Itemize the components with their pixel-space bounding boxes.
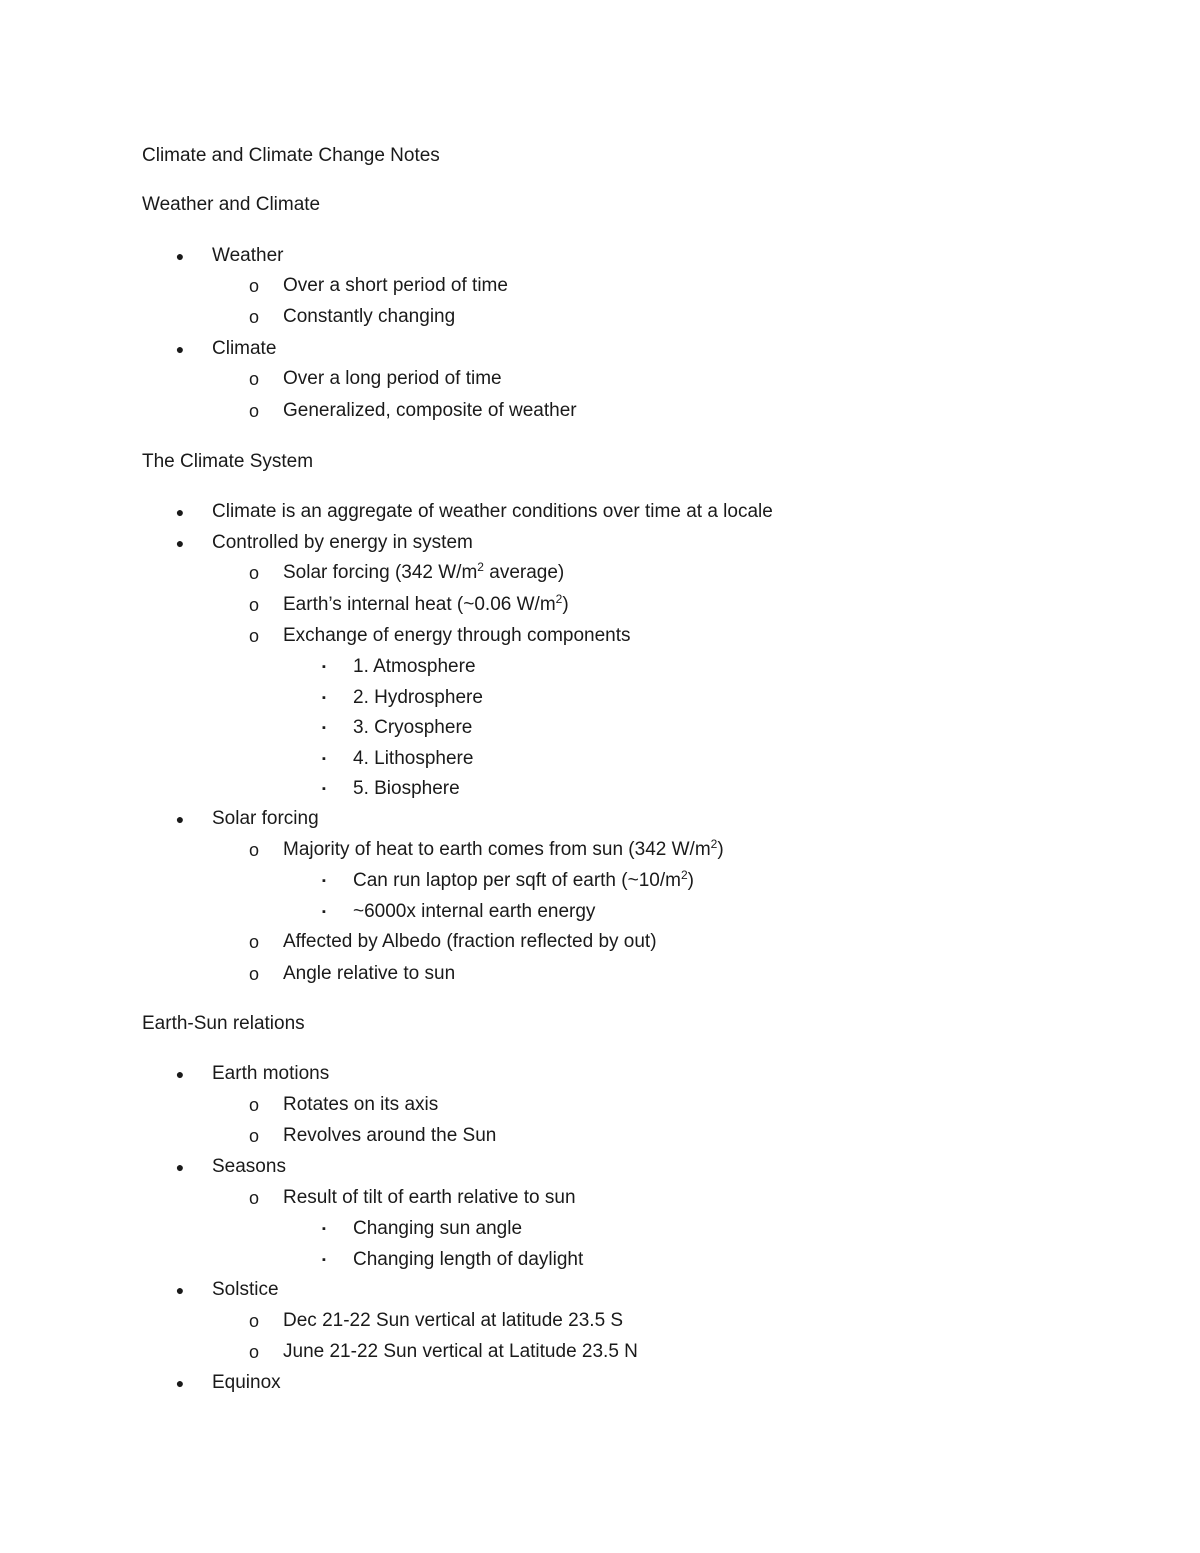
list-item: June 21-22 Sun vertical at Latitude 23.5 N <box>283 1341 638 1362</box>
bullet-level3: ▪ <box>322 906 326 918</box>
list-item: Equinox <box>212 1372 281 1393</box>
bullet-level1: ● <box>175 1066 185 1082</box>
bullet-level3: ▪ <box>322 1254 326 1266</box>
list-item: Exchange of energy through components <box>283 625 631 646</box>
bullet-level3: ▪ <box>322 875 326 887</box>
list-item: 1. Atmosphere <box>353 656 476 677</box>
bullet-level2: o <box>248 563 259 583</box>
list-item: Solar forcing (342 $W/m^2$ average) <box>283 560 565 583</box>
list-item: Earth’s internal heat (~0.06 $W/m^2$) <box>283 592 569 615</box>
bullet-level1: ● <box>175 535 185 551</box>
bullet-level3: ▪ <box>322 753 326 765</box>
list-item: 5. Biosphere <box>353 778 460 799</box>
list-item: Majority of heat to earth comes from sun (342 $W/m^2$) <box>283 837 724 860</box>
bullet-level3: ▪ <box>322 692 326 704</box>
list-item: Constantly changing <box>283 306 456 327</box>
list-item: Climate is an aggregate of weather conditions over time at a locale <box>212 501 773 522</box>
bullet-level1: ● <box>175 1159 185 1175</box>
list-item: Angle relative to sun <box>283 963 456 984</box>
list-item: Solar forcing <box>212 808 319 829</box>
list-item: Over a long period of time <box>283 368 502 389</box>
bullet-level2: o <box>248 1126 259 1146</box>
list-item: Rotates on its axis <box>283 1094 439 1115</box>
list-item: Seasons <box>212 1156 286 1177</box>
bullet-level3: ▪ <box>322 1223 326 1235</box>
heading-earth-sun-relations: Earth-Sun relations <box>142 1013 305 1034</box>
list-item: Changing sun angle <box>353 1218 523 1239</box>
bullet-level2: o <box>248 1311 259 1331</box>
bullet-level2: o <box>248 964 259 984</box>
list-item: Affected by Albedo (fraction reflected by out) <box>283 931 657 952</box>
bullet-level1: ● <box>175 504 185 520</box>
bullet-level2: o <box>248 276 259 296</box>
bullet-level2: o <box>248 1342 259 1362</box>
bullet-level2: o <box>248 307 259 327</box>
document-title: Climate and Climate Change Notes <box>142 145 440 166</box>
list-item: Climate <box>212 338 277 359</box>
bullet-level3: ▪ <box>322 783 326 795</box>
list-item: Dec 21-22 Sun vertical at latitude 23.5 S <box>283 1310 624 1331</box>
list-item: 3. Cryosphere <box>353 717 473 738</box>
list-item: Earth motions <box>212 1063 330 1084</box>
list-item: Can run laptop per sqft of earth $(\sim 10/m^2)$ <box>353 868 694 891</box>
list-item: Weather <box>212 245 284 266</box>
bullet-level1: ● <box>175 811 185 827</box>
list-item: Over a short period of time <box>283 275 508 296</box>
list-item: Generalized, composite of weather <box>283 400 577 421</box>
list-item: Changing length of daylight <box>353 1249 584 1270</box>
bullet-level2: o <box>248 1095 259 1115</box>
list-item: Result of tilt of earth relative to sun <box>283 1187 576 1208</box>
bullet-level2: o <box>248 595 259 615</box>
bullet-level1: ● <box>175 1282 185 1298</box>
heading-climate-system: The Climate System <box>142 451 314 472</box>
list-item: Controlled by energy in system <box>212 532 473 553</box>
list-item: 4. Lithosphere <box>353 748 474 769</box>
heading-weather-and-climate: Weather and Climate <box>142 194 321 215</box>
bullet-level2: o <box>248 401 259 421</box>
bullet-level1: ● <box>175 341 185 357</box>
list-item: ~6000x internal earth energy <box>353 901 596 922</box>
list-item: 2. Hydrosphere <box>353 687 483 708</box>
list-item: Revolves around the Sun <box>283 1125 497 1146</box>
bullet-level2: o <box>248 626 259 646</box>
bullet-level3: ▪ <box>322 661 326 673</box>
bullet-level3: ▪ <box>322 722 326 734</box>
bullet-level1: ● <box>175 248 185 264</box>
list-item: Solstice <box>212 1279 279 1300</box>
bullet-level2: o <box>248 932 259 952</box>
bullet-level2: o <box>248 840 259 860</box>
bullet-level1: ● <box>175 1375 185 1391</box>
bullet-level2: o <box>248 1188 259 1208</box>
bullet-level2: o <box>248 369 259 389</box>
